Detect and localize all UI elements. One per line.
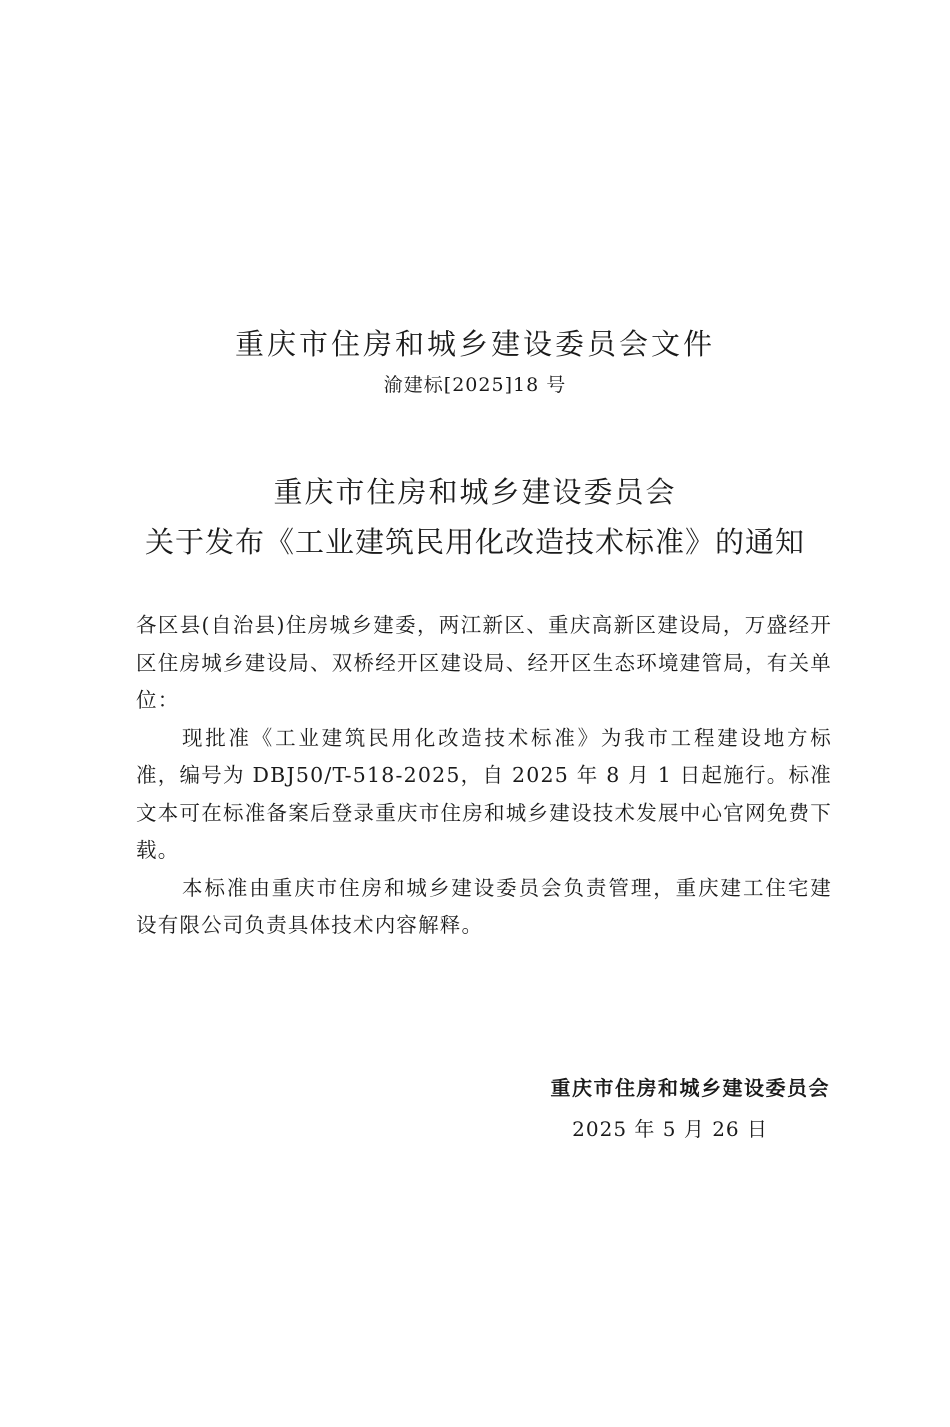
issuer-heading: 重庆市住房和城乡建设委员会文件 (234, 327, 715, 361)
body-paragraph-1: 现批准《工业建筑民用化改造技术标准》为我市工程建设地方标准，编号为 DBJ50/T-518-2025，自 2025 年 8 月 1 日起施行。标准文本可在标准备案后登录重庆市住房和城乡建设技术发展中心官网免费下载。 (136, 725, 832, 862)
notice-title-line-1: 重庆市住房和城乡建设委员会 (273, 475, 677, 509)
signing-organization: 重庆市住房和城乡建设委员会 (550, 1076, 830, 1100)
document-number: 渝建标[2025]18 号 (383, 374, 567, 396)
signature-block (551, 1072, 831, 1144)
body-paragraph-2: 本标准由重庆市住房和城乡建设委员会负责管理，重庆建工住宅建设有限公司负责具体技术内容解释。 (136, 875, 832, 937)
signing-date: 2025 年 5 月 26 日 (572, 1117, 768, 1141)
addressees: 各区县(自治县)住房城乡建委，两江新区、重庆高新区建设局，万盛经开区住房城乡建设局、双桥经开区建设局、经开区生态环境建管局，有关单位： (136, 613, 832, 712)
notice-body (136, 607, 832, 945)
notice-title-line-2: 关于发布《工业建筑民用化改造技术标准》的通知 (144, 525, 805, 559)
